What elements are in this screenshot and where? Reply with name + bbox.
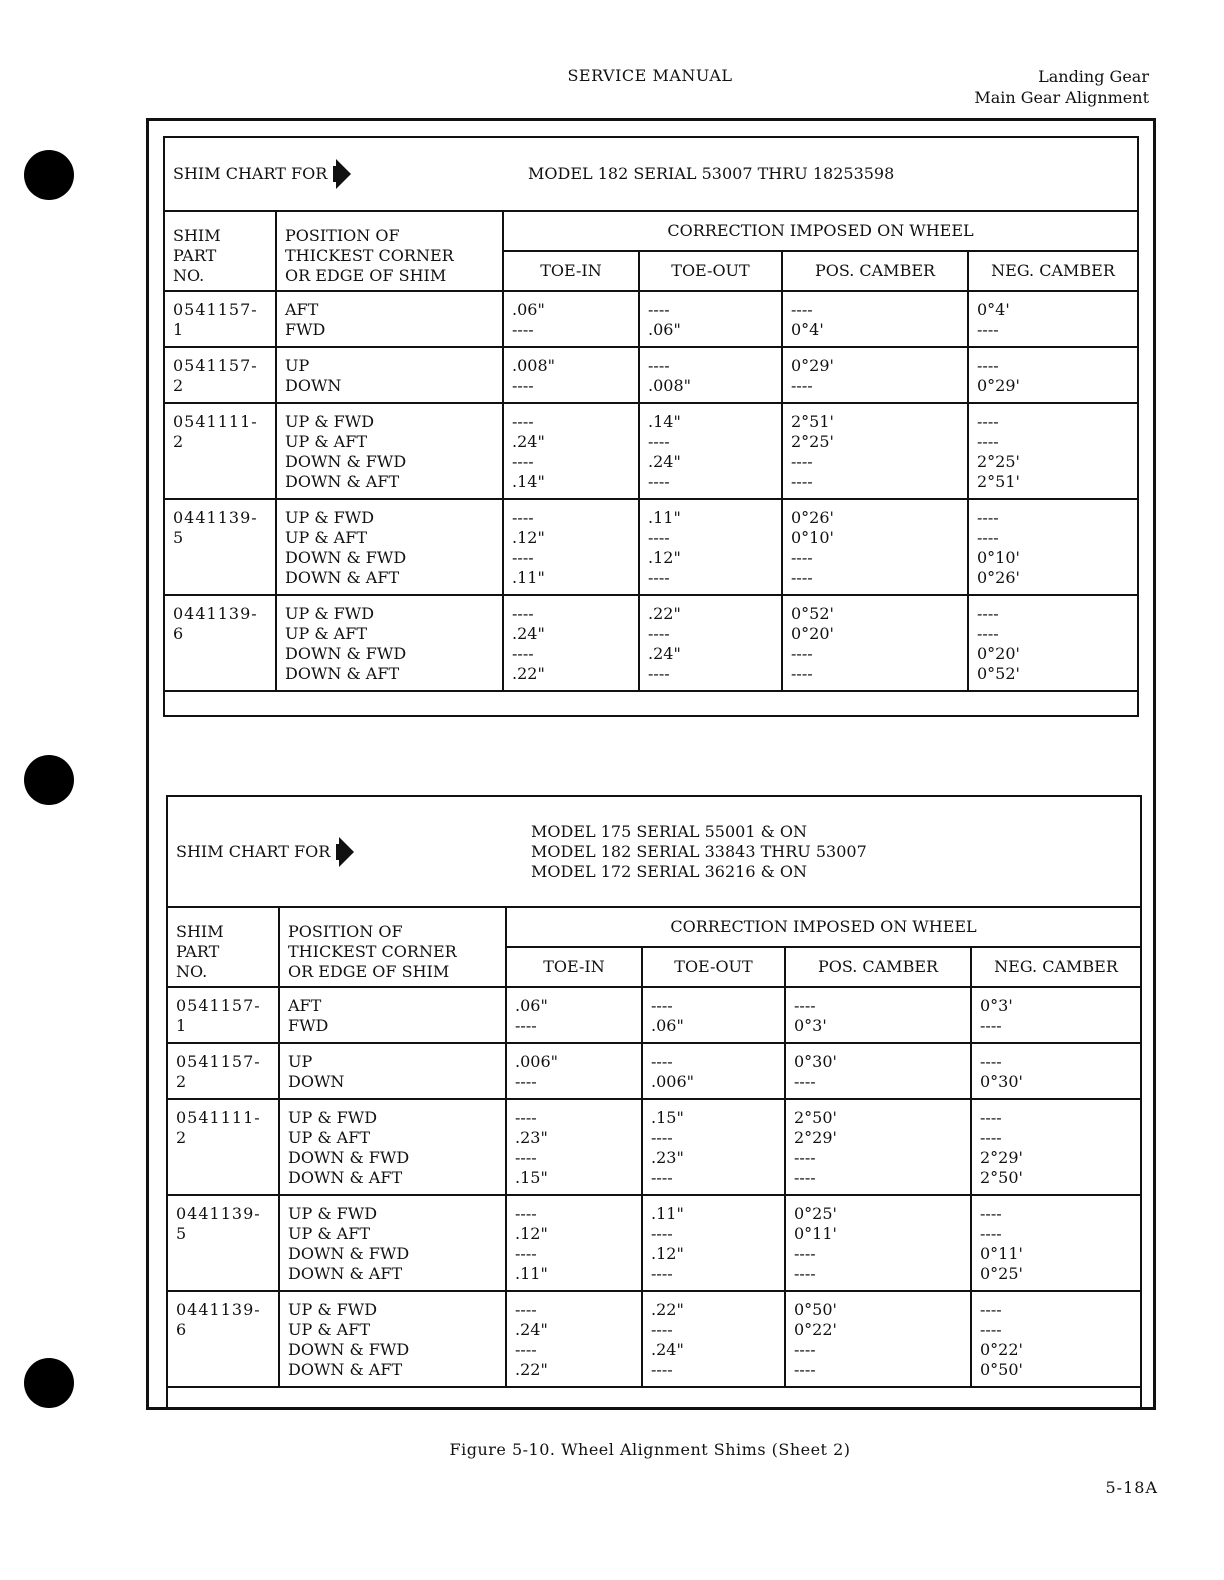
cell-value: .11" <box>515 1264 548 1283</box>
cell-value: .23" <box>651 1148 684 1167</box>
cell-value: 2°51' <box>977 472 1020 491</box>
cell-value: ---- <box>512 452 534 471</box>
neg-camber-values <box>971 1099 1140 1195</box>
model-list <box>528 164 894 184</box>
cell-value: .11" <box>651 1204 684 1223</box>
header-text: OR EDGE OF SHIM <box>288 962 450 981</box>
cell-value: 0°26' <box>977 568 1020 587</box>
table-row <box>168 1043 1140 1099</box>
cell-value: ---- <box>651 1128 673 1147</box>
pos-camber-values <box>782 291 968 347</box>
toe-in-values <box>506 1195 642 1291</box>
cell-value: UP & FWD <box>285 508 375 527</box>
cell-value: UP <box>285 356 310 375</box>
neg-camber-values <box>968 403 1137 499</box>
cell-value: ---- <box>977 528 999 547</box>
cell-value: UP & AFT <box>285 432 367 451</box>
table-row <box>165 499 1137 595</box>
toe-in-values <box>506 1099 642 1195</box>
cell-value: UP <box>288 1052 313 1071</box>
header-text: THICKEST CORNER <box>285 246 454 265</box>
shim-position <box>279 1195 506 1291</box>
cell-value: ---- <box>980 1300 1002 1319</box>
pos-camber-values <box>785 1043 971 1099</box>
cell-value: 0°11' <box>980 1244 1023 1263</box>
cell-value: UP & AFT <box>288 1320 370 1339</box>
shim-position <box>279 1291 506 1387</box>
cell-value: .008" <box>512 356 555 375</box>
part-number: 0441139-6 <box>168 1291 279 1387</box>
cell-value: .006" <box>515 1052 558 1071</box>
cell-value: DOWN & AFT <box>285 664 400 683</box>
cell-value: ---- <box>648 624 670 643</box>
cell-value: ---- <box>791 376 813 395</box>
page-number: 5-18A <box>1105 1478 1158 1497</box>
cell-value: 0°3' <box>794 1016 827 1035</box>
cell-value: ---- <box>977 604 999 623</box>
col-header-position <box>276 211 503 291</box>
cell-value: .06" <box>512 300 545 319</box>
part-number: 0541157-2 <box>168 1043 279 1099</box>
part-number: 0541157-1 <box>168 987 279 1043</box>
cell-value: 2°29' <box>980 1148 1023 1167</box>
table-row <box>168 987 1140 1043</box>
neg-camber-values <box>971 1291 1140 1387</box>
header-text: POSITION OF <box>288 922 403 941</box>
header-text: THICKEST CORNER <box>288 942 457 961</box>
pos-camber-values <box>782 499 968 595</box>
toe-in-values <box>503 347 639 403</box>
cell-value: ---- <box>651 1320 673 1339</box>
cell-value: .14" <box>512 472 545 491</box>
neg-camber-values <box>968 595 1137 691</box>
pos-camber-values <box>785 1291 971 1387</box>
toe-out-values <box>639 347 782 403</box>
toe-in-values <box>506 1043 642 1099</box>
table-row <box>165 595 1137 691</box>
cell-value: ---- <box>515 1148 537 1167</box>
cell-value: ---- <box>791 300 813 319</box>
cell-value: DOWN <box>288 1072 345 1091</box>
part-number: 0541157-2 <box>165 347 276 403</box>
col-header-toe-out: TOE-OUT <box>642 947 785 987</box>
cell-value: ---- <box>794 1264 816 1283</box>
toe-in-values <box>503 291 639 347</box>
toe-in-values <box>503 595 639 691</box>
table-row <box>165 291 1137 347</box>
cell-value: UP & AFT <box>285 528 367 547</box>
cell-value: ---- <box>648 664 670 683</box>
cell-value: ---- <box>980 1108 1002 1127</box>
cell-value: ---- <box>980 1320 1002 1339</box>
col-header-part <box>168 907 279 987</box>
cell-value: .22" <box>512 664 545 683</box>
table-row <box>165 347 1137 403</box>
cell-value: .24" <box>648 644 681 663</box>
table-row <box>168 1291 1140 1387</box>
cell-value: .06" <box>651 1016 684 1035</box>
shim-chart-1 <box>163 136 1139 717</box>
cell-value: FWD <box>285 320 326 339</box>
cell-value: 2°51' <box>791 412 834 431</box>
cell-value: ---- <box>648 528 670 547</box>
toe-out-values <box>642 1291 785 1387</box>
cell-value: 0°22' <box>980 1340 1023 1359</box>
cell-value: UP & AFT <box>288 1224 370 1243</box>
figure-caption: Figure 5-10. Wheel Alignment Shims (Sheet 2) <box>449 1440 851 1459</box>
cell-value: .22" <box>648 604 681 623</box>
cell-value: .006" <box>651 1072 694 1091</box>
shim-position <box>279 987 506 1043</box>
col-header-pos-camber: POS. CAMBER <box>782 251 968 291</box>
arrow-right-icon <box>333 157 353 191</box>
cell-value: DOWN <box>285 376 342 395</box>
cell-value: ---- <box>794 1148 816 1167</box>
cell-value: .24" <box>651 1340 684 1359</box>
arrow-right-icon <box>336 835 356 869</box>
cell-value: ---- <box>980 1052 1002 1071</box>
cell-value: DOWN & AFT <box>288 1360 403 1379</box>
header-text: SHIM <box>173 226 221 245</box>
cell-value: DOWN & FWD <box>285 548 407 567</box>
cell-value: ---- <box>512 548 534 567</box>
model-line: MODEL 182 SERIAL 53007 THRU 18253598 <box>528 164 895 183</box>
cell-value: 0°25' <box>980 1264 1023 1283</box>
model-line: MODEL 172 SERIAL 36216 & ON <box>531 861 808 881</box>
cell-value: 0°4' <box>791 320 824 339</box>
manual-title: SERVICE MANUAL <box>567 66 733 85</box>
cell-value: ---- <box>794 1360 816 1379</box>
toe-in-values <box>503 499 639 595</box>
cell-value: ---- <box>977 320 999 339</box>
cell-value: DOWN & FWD <box>288 1244 410 1263</box>
cell-value: FWD <box>288 1016 329 1035</box>
cell-value: .12" <box>651 1244 684 1263</box>
cell-value: ---- <box>791 452 813 471</box>
cell-value: ---- <box>651 1168 673 1187</box>
col-header-part <box>165 211 276 291</box>
cell-value: ---- <box>791 568 813 587</box>
cell-value: 0°52' <box>977 664 1020 683</box>
toe-out-values <box>642 987 785 1043</box>
cell-value: 2°29' <box>794 1128 837 1147</box>
cell-value: 0°29' <box>977 376 1020 395</box>
cell-value: 0°4' <box>977 300 1010 319</box>
cell-value: DOWN & FWD <box>288 1340 410 1359</box>
model-line: MODEL 182 SERIAL 33843 THRU 53007 <box>531 841 867 861</box>
header-text: NO. <box>173 266 205 285</box>
cell-value: ---- <box>515 1204 537 1223</box>
cell-value: .11" <box>648 508 681 527</box>
cell-value: 2°25' <box>977 452 1020 471</box>
cell-value: 0°29' <box>791 356 834 375</box>
cell-value: ---- <box>977 432 999 451</box>
cell-value: 0°11' <box>794 1224 837 1243</box>
cell-value: 2°25' <box>791 432 834 451</box>
cell-value: DOWN & FWD <box>285 452 407 471</box>
cell-value: ---- <box>980 1224 1002 1243</box>
pos-camber-values <box>782 403 968 499</box>
cell-value: DOWN & AFT <box>285 472 400 491</box>
cell-value: .22" <box>651 1300 684 1319</box>
part-number: 0541157-1 <box>165 291 276 347</box>
cell-value: DOWN & FWD <box>288 1148 410 1167</box>
cell-value: ---- <box>794 996 816 1015</box>
cell-value: 0°10' <box>977 548 1020 567</box>
col-header-neg-camber: NEG. CAMBER <box>971 947 1140 987</box>
shim-position <box>276 291 503 347</box>
cell-value: 0°3' <box>980 996 1013 1015</box>
toe-in-values <box>506 987 642 1043</box>
cell-value: DOWN & AFT <box>285 568 400 587</box>
part-number: 0541111-2 <box>165 403 276 499</box>
shim-chart-2 <box>166 795 1142 1409</box>
toe-out-values <box>639 403 782 499</box>
cell-value: 0°20' <box>977 644 1020 663</box>
pos-camber-values <box>782 347 968 403</box>
cell-value: .15" <box>515 1168 548 1187</box>
cell-value: ---- <box>977 624 999 643</box>
cell-value: ---- <box>791 644 813 663</box>
header-text: PART <box>176 942 220 961</box>
cell-value: ---- <box>794 1244 816 1263</box>
cell-value: .11" <box>512 568 545 587</box>
section-title: Landing Gear <box>1038 67 1149 86</box>
cell-value: .12" <box>512 528 545 547</box>
cell-value: ---- <box>512 604 534 623</box>
cell-value: ---- <box>648 568 670 587</box>
col-header-correction: CORRECTION IMPOSED ON WHEEL <box>503 211 1137 251</box>
binder-hole-middle <box>24 755 74 805</box>
toe-in-values <box>503 403 639 499</box>
part-number: 0441139-5 <box>165 499 276 595</box>
pos-camber-values <box>782 595 968 691</box>
cell-value: .12" <box>648 548 681 567</box>
cell-value: ---- <box>512 320 534 339</box>
pos-camber-values <box>785 1099 971 1195</box>
toe-out-values <box>642 1195 785 1291</box>
cell-value: ---- <box>980 1204 1002 1223</box>
cell-value: ---- <box>512 644 534 663</box>
cell-value: .06" <box>515 996 548 1015</box>
shim-position <box>276 403 503 499</box>
col-header-pos-camber: POS. CAMBER <box>785 947 971 987</box>
header-text: OR EDGE OF SHIM <box>285 266 447 285</box>
toe-out-values <box>642 1099 785 1195</box>
part-number: 0541111-2 <box>168 1099 279 1195</box>
shim-position <box>279 1099 506 1195</box>
col-header-toe-in: TOE-IN <box>506 947 642 987</box>
cell-value: .22" <box>515 1360 548 1379</box>
cell-value: .14" <box>648 412 681 431</box>
cell-value: 0°30' <box>794 1052 837 1071</box>
cell-value: ---- <box>791 548 813 567</box>
cell-value: UP & AFT <box>288 1128 370 1147</box>
header-text: PART <box>173 246 217 265</box>
cell-value: ---- <box>651 1224 673 1243</box>
cell-value: DOWN & AFT <box>288 1264 403 1283</box>
cell-value: .24" <box>512 624 545 643</box>
shim-table <box>165 138 1137 692</box>
shim-position <box>276 595 503 691</box>
cell-value: AFT <box>285 300 319 319</box>
cell-value: 0°30' <box>980 1072 1023 1091</box>
cell-value: ---- <box>794 1168 816 1187</box>
chart-title: SHIM CHART FOR <box>176 841 331 861</box>
header-text: SHIM <box>176 922 224 941</box>
cell-value: ---- <box>791 472 813 491</box>
binder-hole-top <box>24 150 74 200</box>
cell-value: DOWN & AFT <box>288 1168 403 1187</box>
section-heading <box>974 66 1149 108</box>
pos-camber-values <box>785 987 971 1043</box>
shim-position <box>279 1043 506 1099</box>
cell-value: ---- <box>651 1052 673 1071</box>
cell-value: UP & AFT <box>285 624 367 643</box>
header-text: NO. <box>176 962 208 981</box>
figure-frame <box>146 118 1156 1410</box>
cell-value: 0°52' <box>791 604 834 623</box>
cell-value: ---- <box>512 412 534 431</box>
cell-value: ---- <box>648 356 670 375</box>
chart-title: SHIM CHART FOR <box>173 164 328 183</box>
cell-value: 0°50' <box>794 1300 837 1319</box>
part-number: 0441139-5 <box>168 1195 279 1291</box>
pos-camber-values <box>785 1195 971 1291</box>
cell-value: ---- <box>648 300 670 319</box>
cell-value: ---- <box>791 664 813 683</box>
cell-value: ---- <box>794 1072 816 1091</box>
shim-table <box>168 797 1140 1388</box>
cell-value: ---- <box>515 1340 537 1359</box>
cell-value: UP & FWD <box>288 1108 378 1127</box>
cell-value: ---- <box>512 508 534 527</box>
cell-value: .008" <box>648 376 691 395</box>
cell-value: ---- <box>648 432 670 451</box>
col-header-toe-out: TOE-OUT <box>639 251 782 291</box>
cell-value: UP & FWD <box>285 604 375 623</box>
cell-value: ---- <box>651 1360 673 1379</box>
toe-out-values <box>639 291 782 347</box>
cell-value: ---- <box>515 1244 537 1263</box>
cell-value: 0°25' <box>794 1204 837 1223</box>
model-list <box>531 822 867 882</box>
toe-out-values <box>639 595 782 691</box>
cell-value: 0°22' <box>794 1320 837 1339</box>
cell-value: UP & FWD <box>288 1300 378 1319</box>
cell-value: 0°50' <box>980 1360 1023 1379</box>
cell-value: ---- <box>515 1300 537 1319</box>
neg-camber-values <box>971 1195 1140 1291</box>
col-header-position <box>279 907 506 987</box>
cell-value: ---- <box>980 1128 1002 1147</box>
col-header-toe-in: TOE-IN <box>503 251 639 291</box>
cell-value: .06" <box>648 320 681 339</box>
cell-value: ---- <box>515 1108 537 1127</box>
cell-value: .24" <box>648 452 681 471</box>
shim-position <box>276 347 503 403</box>
cell-value: UP & FWD <box>288 1204 378 1223</box>
cell-value: UP & FWD <box>285 412 375 431</box>
cell-value: ---- <box>977 412 999 431</box>
cell-value: .24" <box>515 1320 548 1339</box>
neg-camber-values <box>968 347 1137 403</box>
cell-value: ---- <box>980 1016 1002 1035</box>
neg-camber-values <box>968 499 1137 595</box>
neg-camber-values <box>968 291 1137 347</box>
header-text: POSITION OF <box>285 226 400 245</box>
cell-value: DOWN & FWD <box>285 644 407 663</box>
cell-value: ---- <box>515 1072 537 1091</box>
col-header-correction: CORRECTION IMPOSED ON WHEEL <box>506 907 1140 947</box>
table-row <box>168 1099 1140 1195</box>
cell-value: 2°50' <box>980 1168 1023 1187</box>
cell-value: .23" <box>515 1128 548 1147</box>
cell-value: ---- <box>977 508 999 527</box>
cell-value: .12" <box>515 1224 548 1243</box>
cell-value: .24" <box>512 432 545 451</box>
cell-value: 2°50' <box>794 1108 837 1127</box>
cell-value: .15" <box>651 1108 684 1127</box>
cell-value: AFT <box>288 996 322 1015</box>
cell-value: ---- <box>651 996 673 1015</box>
cell-value: ---- <box>977 356 999 375</box>
table-row <box>168 1195 1140 1291</box>
toe-out-values <box>639 499 782 595</box>
toe-in-values <box>506 1291 642 1387</box>
col-header-neg-camber: NEG. CAMBER <box>968 251 1137 291</box>
neg-camber-values <box>971 1043 1140 1099</box>
cell-value: 0°10' <box>791 528 834 547</box>
cell-value: ---- <box>651 1264 673 1283</box>
cell-value: ---- <box>794 1340 816 1359</box>
model-line: MODEL 175 SERIAL 55001 & ON <box>531 821 808 841</box>
table-row <box>165 403 1137 499</box>
shim-position <box>276 499 503 595</box>
chart-title-cell <box>165 138 1137 211</box>
chart-title-cell <box>168 797 1140 907</box>
toe-out-values <box>642 1043 785 1099</box>
binder-hole-bottom <box>24 1358 74 1408</box>
cell-value: ---- <box>512 376 534 395</box>
cell-value: ---- <box>515 1016 537 1035</box>
cell-value: ---- <box>648 472 670 491</box>
cell-value: 0°20' <box>791 624 834 643</box>
part-number: 0441139-6 <box>165 595 276 691</box>
cell-value: 0°26' <box>791 508 834 527</box>
subsection-title: Main Gear Alignment <box>974 88 1149 107</box>
neg-camber-values <box>971 987 1140 1043</box>
